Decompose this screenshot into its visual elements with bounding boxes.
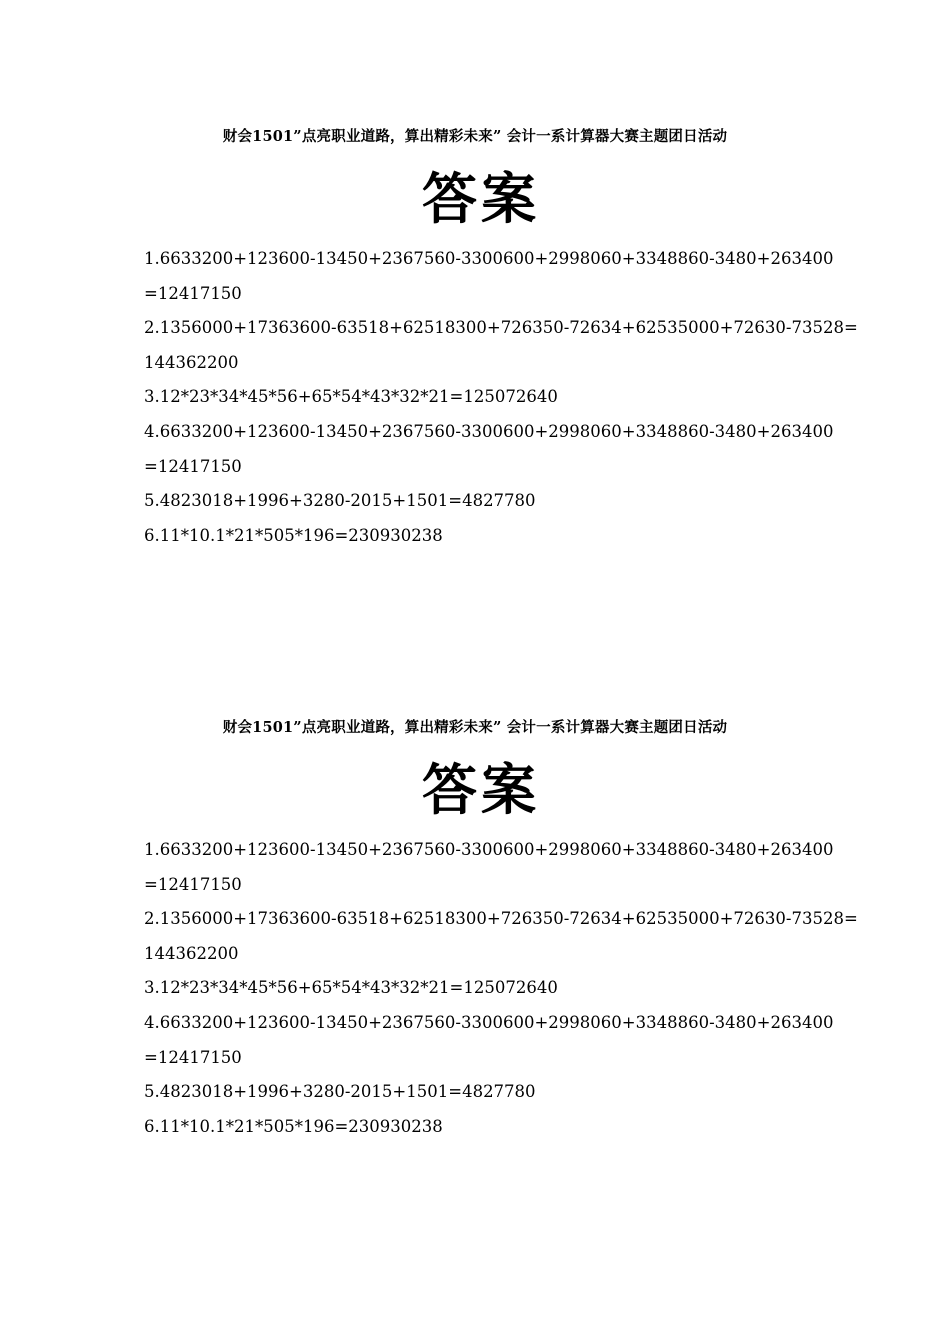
answer-line: 6.11*10.1*21*505*196=230930238 bbox=[144, 525, 443, 545]
answer-line: 5.4823018+1996+3280-2015+1501=4827780 bbox=[144, 1082, 536, 1102]
answer-line: 144362200 bbox=[144, 352, 239, 372]
answer-line: 2.1356000+17363600-63518+62518300+726350-72634+62535000+72630-73528= bbox=[144, 318, 858, 338]
answer-list bbox=[144, 833, 858, 1144]
answer-line: 2.1356000+17363600-63518+62518300+726350-72634+62535000+72630-73528= bbox=[144, 909, 858, 929]
answer-line: 4.6633200+123600-13450+2367560-3300600+2998060+3348860-3480+263400 bbox=[144, 421, 834, 441]
answer-title: 答案 bbox=[421, 167, 540, 231]
answer-line: 3.12*23*34*45*56+65*54*43*32*21=125072640 bbox=[144, 387, 558, 407]
event-heading: 财会1501”点亮职业道路，算出精彩未来” 会计一系计算器大赛主题团日活动 bbox=[222, 128, 728, 145]
answer-title: 答案 bbox=[421, 758, 540, 822]
answer-line: =12417150 bbox=[144, 874, 242, 894]
answer-line: =12417150 bbox=[144, 283, 242, 303]
answer-section-2 bbox=[0, 709, 950, 1144]
answer-line: =12417150 bbox=[144, 1047, 242, 1067]
answer-line: =12417150 bbox=[144, 456, 242, 476]
answer-section-1 bbox=[0, 118, 950, 553]
answer-line: 4.6633200+123600-13450+2367560-3300600+2998060+3348860-3480+263400 bbox=[144, 1012, 834, 1032]
answer-line: 3.12*23*34*45*56+65*54*43*32*21=125072640 bbox=[144, 978, 558, 998]
answer-line: 144362200 bbox=[144, 943, 239, 963]
answer-line: 1.6633200+123600-13450+2367560-3300600+2998060+3348860-3480+263400 bbox=[144, 249, 834, 268]
answer-line: 1.6633200+123600-13450+2367560-3300600+2998060+3348860-3480+263400 bbox=[144, 840, 834, 859]
event-heading: 财会1501”点亮职业道路，算出精彩未来” 会计一系计算器大赛主题团日活动 bbox=[222, 719, 728, 736]
answer-list bbox=[144, 242, 858, 553]
answer-line: 5.4823018+1996+3280-2015+1501=4827780 bbox=[144, 491, 536, 511]
answer-line: 6.11*10.1*21*505*196=230930238 bbox=[144, 1116, 443, 1136]
